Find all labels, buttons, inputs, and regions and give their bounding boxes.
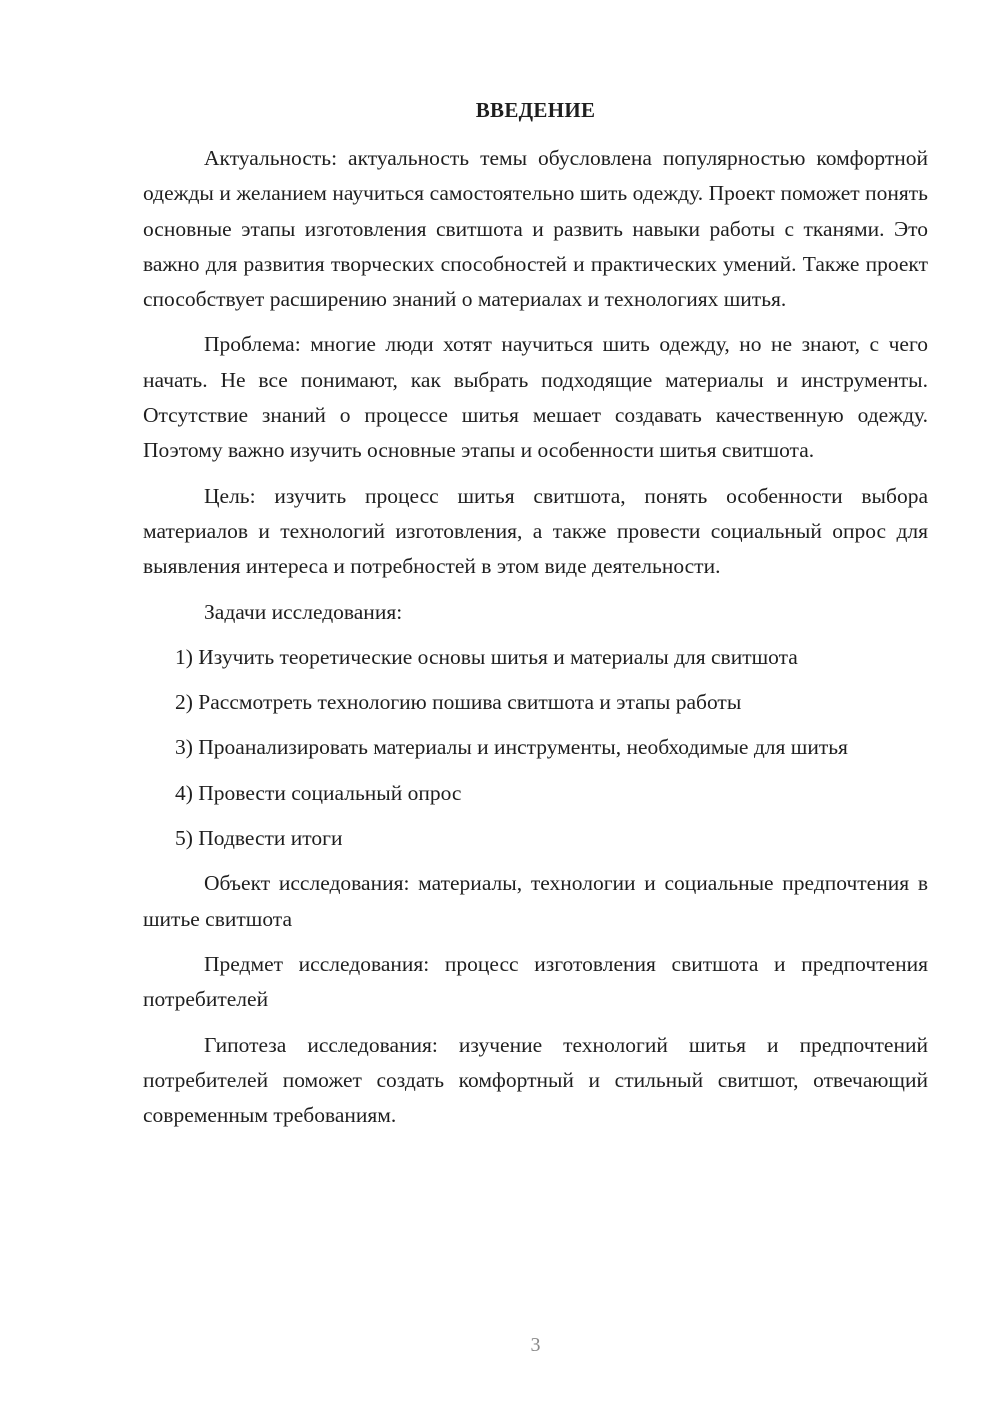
goal-paragraph: Цель: изучить процесс шитья свитшота, понять особенности выбора материалов и технологий изготовления, а также провести социальный опрос для выявления интереса и потребностей в этом виде деятельности. bbox=[143, 483, 928, 579]
subject-paragraph: Предмет исследования: процесс изготовления свитшота и предпочтения потребителей bbox=[143, 951, 928, 1012]
task-item-1: 1) Изучить теоретические основы шитья и материалы для свитшота bbox=[175, 644, 798, 669]
relevance-paragraph: Актуальность: актуальность темы обусловлена популярностью комфортной одежды и желанием научиться самостоятельно шить одежду. Проект поможет понять основные этапы изготовления свитшота и развить навыки работы с тканями. Это важно для развития творческих способностей и практических умений. Также проект способствует расширению знаний о материалах и технологиях шитья. bbox=[143, 146, 928, 312]
page-number: 3 bbox=[530, 1334, 541, 1356]
object-paragraph: Объект исследования: материалы, технологии и социальные предпочтения в шитье свитшота bbox=[143, 871, 928, 931]
document-page bbox=[143, 0, 928, 1414]
task-item-4: 4) Провести социальный опрос bbox=[175, 780, 462, 805]
hypothesis-paragraph: Гипотеза исследования: изучение технологий шитья и предпочтений потребителей поможет создать комфортный и стильный свитшот, отвечающий современным требованиям. bbox=[143, 1032, 928, 1128]
document-body bbox=[143, 141, 928, 1133]
task-item-2: 2) Рассмотреть технологию пошива свитшота и этапы работы bbox=[175, 690, 742, 715]
task-item-3: 3) Проанализировать материалы и инструменты, необходимые для шитья bbox=[175, 735, 848, 760]
task-item-5: 5) Подвести итоги bbox=[175, 826, 343, 851]
problem-paragraph: Проблема: многие люди хотят научиться шить одежду, но не знают, с чего начать. Не все понимают, как выбрать подходящие материалы и инструменты. Отсутствие знаний о процессе шитья мешает создавать качественную одежду. Поэтому важно изучить основные этапы и особенности шитья свитшота. bbox=[143, 332, 928, 463]
tasks-title: Задачи исследования: bbox=[204, 599, 403, 624]
page-heading: ВВЕДЕНИЕ bbox=[475, 98, 596, 122]
